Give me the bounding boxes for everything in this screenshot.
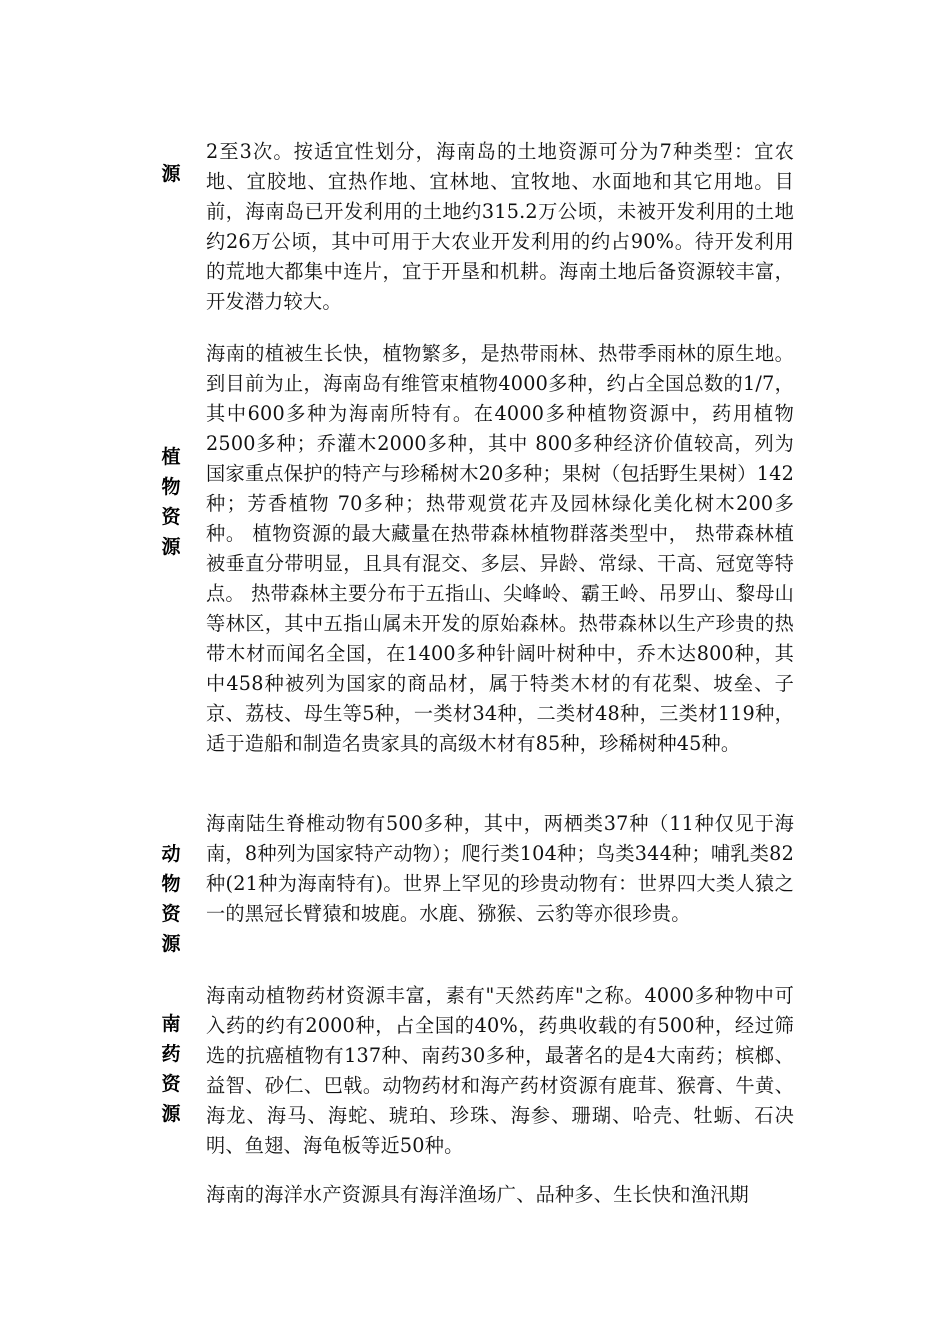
section-label: 植 物 资 源 xyxy=(161,446,181,558)
section-text: 海南的海洋水产资源具有海洋渔场广、品种多、生长快和渔汛期 xyxy=(206,1183,749,1206)
section-text: 海南陆生脊椎动物有500多种，其中，两栖类37种（11种仅见于海南，8种列为国家特产动物）；爬行类104种；鸟类344种；哺乳类82种(21种为海南特有)。世界上罕见的珍贵动物有：世界四大类人猿之一的黑冠长臂猿和坡鹿。水鹿、猕猴、云豹等亦很珍贵。 xyxy=(206,812,794,925)
section-label: 南 药 资 源 xyxy=(161,1013,181,1125)
section-label: 源 xyxy=(161,163,181,185)
section-text: 海南的植被生长快，植物繁多，是热带雨林、热带季雨林的原生地。到目前为止，海南岛有维管束植物4000多种，约占全国总数的1/7，其中600多种为海南所特有。在4000多种植物资源中，药用植物2500多种；乔灌木2000多种，其中 800多种经济价值较高，列为国家重点保护的特产与珍稀树木20多种；果树（包括野生果树）142种；芳香植物 70多种；热带观赏花卉及园林绿化美化树木200多种。 植物资源的最大藏量在热带森林植物群落类型中， 热带森林植被垂直分带明显，且具有混交、多层、异龄、常绿、干高、冠宽等特点。 热带森林主要分布于五指山、尖峰岭、霸王岭、吊罗山、黎母山等林区，其中五指山属未开发的原始森林。热带森林以生产珍贵的热带木材而闻名全国，在1400多种针阔叶树种中，乔木达800种，其中458种被列为国家的商品材，属于特类木材的有花梨、坡垒、子京、荔枝、母生等5种，一类材34种，二类材48种，三类材119种，适于造船和制造名贵家具的高级木材有85种，珍稀树种45种。 xyxy=(206,342,794,755)
section-text: 海南动植物药材资源丰富，素有"天然药库"之称。4000多种物中可入药的约有2000种，占全国的40%，药典收载的有500种，经过筛选的抗癌植物有137种、南药30多种，最著名的是4大南药；槟榔、益智、砂仁、巴戟。动物药材和海产药材资源有鹿茸、猴膏、牛黄、海龙、海马、海蛇、琥珀、珍珠、海参、珊瑚、哈壳、牡蛎、石决明、鱼翅、海龟板等近50种。 xyxy=(206,984,794,1157)
section-label: 动 物 资 源 xyxy=(161,843,181,955)
section-text: 2至3次。按适宜性划分，海南岛的土地资源可分为7种类型：宜农地、宜胶地、宜热作地、宜林地、宜牧地、水面地和其它用地。目前，海南岛已开发利用的土地约315.2万公顷，未被开发利用的土地约26万公顷，其中可用于大农业开发利用的约占90%。待开发利用的荒地大都集中连片，宜于开垦和机耕。海南土地后备资源较丰富，开发潜力较大。 xyxy=(206,140,794,313)
